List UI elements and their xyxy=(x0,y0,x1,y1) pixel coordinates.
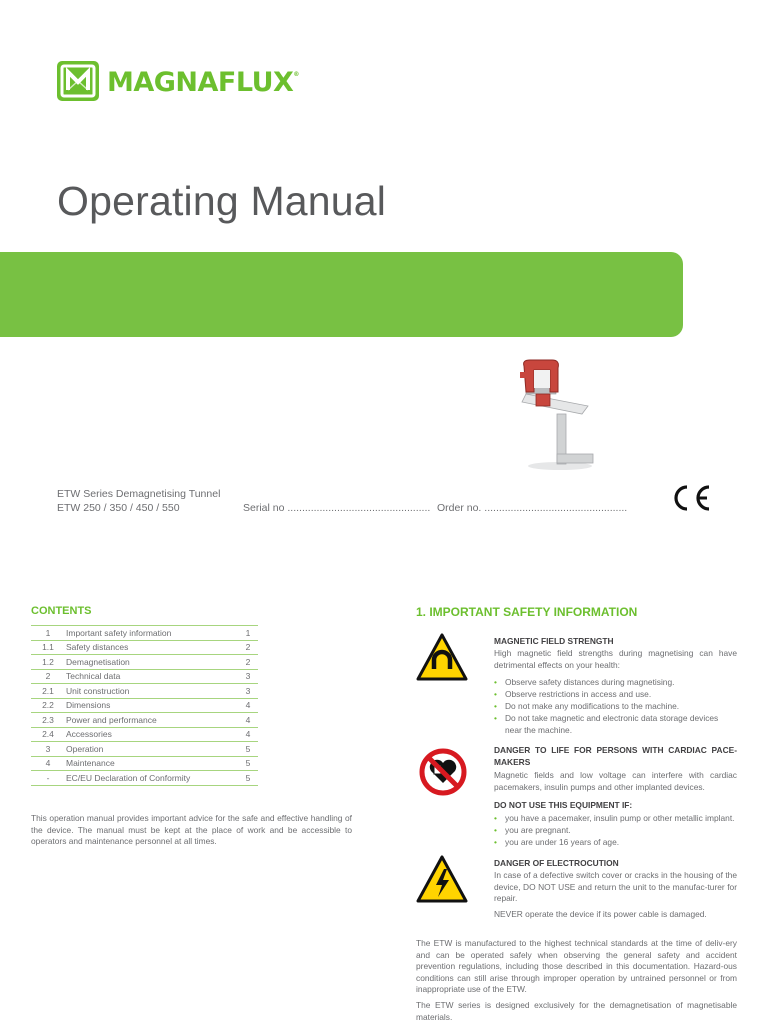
toc-row xyxy=(31,771,258,786)
serial-number-field: Serial no ................................................. xyxy=(243,502,431,514)
toc-label: Operation xyxy=(65,742,238,757)
toc-row xyxy=(31,756,258,771)
toc-number: 2.1 xyxy=(31,684,65,699)
toc-label: Important safety information xyxy=(65,626,238,641)
toc-row xyxy=(31,626,258,641)
order-number-field: Order no. ................................................. xyxy=(437,502,628,514)
toc-label: Unit construction xyxy=(65,684,238,699)
toc-page: 4 xyxy=(238,698,258,713)
safety-paragraph-1: The ETW is manufactured to the highest technical standards at the time of deliv-ery and can be operated safely when observing the general safety and accident prevention regulations, including those described in this documentation. Hazard-ous conditions can still arise through improper operation by untrained personnel or from inappropriate use of the ETW. xyxy=(416,938,737,994)
toc-label: Dimensions xyxy=(65,698,238,713)
toc-row xyxy=(31,727,258,742)
toc-page: 5 xyxy=(238,756,258,771)
toc-number: - xyxy=(31,771,65,786)
toc-number: 2.2 xyxy=(31,698,65,713)
toc-label: Safety distances xyxy=(65,640,238,655)
intro-paragraph: This operation manual provides important advice for the safe and effective handling of the device. The manual must be kept at the place of work and be accessible to operators and maintenance personnel at all times. xyxy=(31,813,352,846)
green-banner xyxy=(0,252,683,337)
magnetic-field-list xyxy=(494,676,737,736)
list-item: • Do not take magnetic and electronic data storage devices near the machine. xyxy=(494,712,737,736)
magnetic-field-title: MAGNETIC FIELD STRENGTH xyxy=(494,636,614,646)
safety-heading: 1. IMPORTANT SAFETY INFORMATION xyxy=(416,605,638,619)
toc-row xyxy=(31,698,258,713)
table-of-contents xyxy=(31,625,258,786)
list-item: • Do not make any modifications to the machine. xyxy=(494,700,737,712)
toc-page: 5 xyxy=(238,742,258,757)
toc-number: 3 xyxy=(31,742,65,757)
list-item: • Observe restrictions in access and use. xyxy=(494,688,737,700)
toc-page: 4 xyxy=(238,727,258,742)
cardiac-danger-text: Magnetic fields and low voltage can interfere with cardiac pacemakers, insulin pumps and other implanted devices. xyxy=(494,770,737,792)
toc-label: Demagnetisation xyxy=(65,655,238,670)
list-item: • you have a pacemaker, insulin pump or other metallic implant. xyxy=(494,812,737,824)
toc-row xyxy=(31,640,258,655)
toc-number: 2 xyxy=(31,669,65,684)
brand-name: MAGNAFLUX® xyxy=(107,66,299,98)
cardiac-danger-title: DANGER TO LIFE FOR PERSONS WITH CARDIAC PACE-MAKERS xyxy=(494,745,737,767)
toc-number: 4 xyxy=(31,756,65,771)
toc-page: 5 xyxy=(238,771,258,786)
toc-page: 3 xyxy=(238,684,258,699)
toc-page: 4 xyxy=(238,713,258,728)
demagnetising-tunnel-illustration xyxy=(512,356,602,472)
toc-row xyxy=(31,742,258,757)
magnet-warning-icon xyxy=(416,633,468,681)
product-series-name: ETW Series Demagnetising Tunnel xyxy=(57,488,221,500)
toc-label: Power and performance xyxy=(65,713,238,728)
power-cable-warning: NEVER operate the device if its power cable is damaged. xyxy=(494,909,707,919)
toc-label: EC/EU Declaration of Conformity xyxy=(65,771,238,786)
contents-heading: CONTENTS xyxy=(31,605,92,617)
toc-number: 2.3 xyxy=(31,713,65,728)
list-item: • Observe safety distances during magnetising. xyxy=(494,676,737,688)
toc-row xyxy=(31,713,258,728)
toc-page: 2 xyxy=(238,640,258,655)
toc-page: 3 xyxy=(238,669,258,684)
toc-page: 1 xyxy=(238,626,258,641)
toc-number: 1.2 xyxy=(31,655,65,670)
ce-mark-icon xyxy=(669,483,713,513)
toc-number: 2.4 xyxy=(31,727,65,742)
high-voltage-warning-icon xyxy=(416,855,468,903)
list-item: • you are under 16 years of age. xyxy=(494,836,737,848)
toc-label: Maintenance xyxy=(65,756,238,771)
product-models: ETW 250 / 350 / 450 / 550 xyxy=(57,502,180,514)
toc-row xyxy=(31,655,258,670)
toc-number: 1 xyxy=(31,626,65,641)
toc-label: Accessories xyxy=(65,727,238,742)
safety-paragraph-2: The ETW series is designed exclusively for the demagnetisation of magnetisable materials. xyxy=(416,1000,737,1022)
electrocution-text: In case of a defective switch cover or cracks in the housing of the device, DO NOT USE and return the unit to the manufac-turer for repair. xyxy=(494,870,737,903)
toc-page: 2 xyxy=(238,655,258,670)
toc-number: 1.1 xyxy=(31,640,65,655)
list-item: • you are pregnant. xyxy=(494,824,737,836)
toc-label: Technical data xyxy=(65,669,238,684)
magnaflux-logo-icon xyxy=(57,61,99,101)
do-not-use-title: DO NOT USE THIS EQUIPMENT IF: xyxy=(494,800,633,810)
document-title: Operating Manual xyxy=(57,178,387,224)
magnetic-field-text: High magnetic field strengths during magnetising can have detrimental effects on your health: xyxy=(494,648,737,670)
do-not-use-list xyxy=(494,812,737,848)
toc-row xyxy=(31,669,258,684)
toc-row xyxy=(31,684,258,699)
no-pacemaker-icon xyxy=(418,747,468,797)
electrocution-title: DANGER OF ELECTROCUTION xyxy=(494,858,619,868)
brand-logo xyxy=(57,61,299,101)
